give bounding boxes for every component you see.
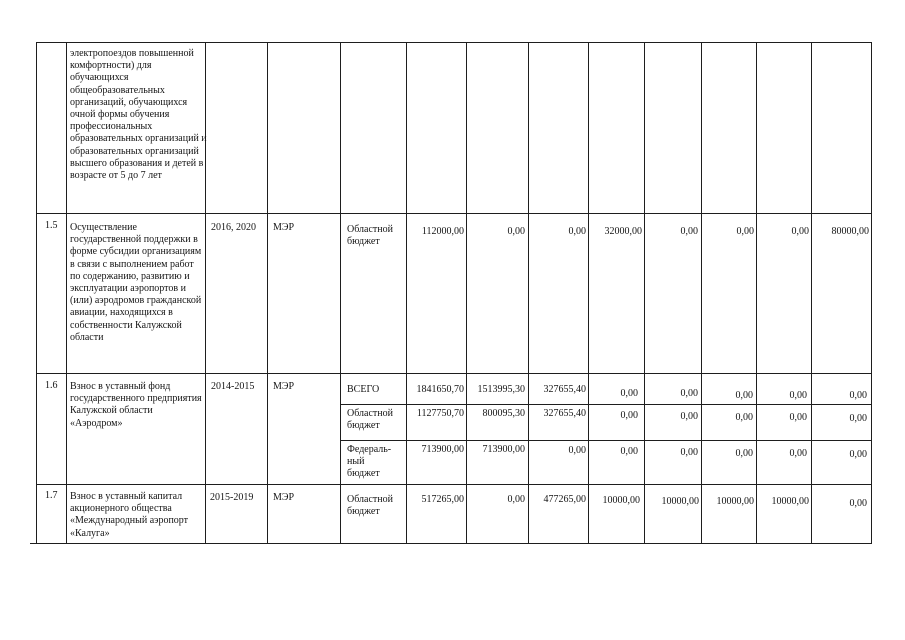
column-divider	[528, 42, 529, 543]
amount-cell: 10000,00	[771, 496, 809, 507]
subrow-divider	[340, 404, 872, 405]
funding-source: Областной бюджет	[347, 494, 394, 518]
amount-cell: 0,00	[791, 226, 809, 237]
amount-cell: 32000,00	[604, 226, 642, 237]
row-divider	[36, 373, 872, 374]
amount-cell: 0,00	[736, 226, 754, 237]
amount-cell: 0,00	[620, 446, 638, 457]
item-name: Осуществление государственной поддержки в форме субсидии организациям в связи с выполнением работ по содержанию, развитию и эксплуатации аэропортов и (или) аэродромов гражданской авиации, находящихся в собственности Калужской области	[70, 222, 202, 343]
amount-cell: 517265,00	[421, 494, 464, 505]
amount-cell: 0,00	[849, 390, 867, 401]
amount-cell: 1127750,70	[416, 408, 464, 419]
amount-cell: 477265,00	[543, 494, 586, 505]
row-divider	[36, 484, 872, 485]
amount-cell: 0,00	[849, 498, 867, 509]
item-executor: МЭР	[273, 492, 295, 503]
column-divider	[466, 42, 467, 543]
item-name: Взнос в уставный фонд государственного предприятия Калужской области «Аэродром»	[70, 381, 202, 429]
table-right-border	[871, 42, 872, 543]
table-bottom-border	[30, 543, 872, 544]
amount-cell: 0,00	[789, 412, 807, 423]
funding-source: ВСЕГО	[347, 384, 380, 395]
subrow-divider	[340, 440, 872, 441]
item-number: 1.7	[45, 490, 58, 501]
amount-cell: 0,00	[568, 226, 586, 237]
column-divider	[756, 42, 757, 543]
amount-cell: 0,00	[849, 413, 867, 424]
column-divider	[267, 42, 268, 543]
amount-cell: 80000,00	[831, 226, 869, 237]
table-top-border	[36, 42, 872, 43]
item-executor: МЭР	[273, 381, 295, 392]
amount-cell: 0,00	[568, 445, 586, 456]
amount-cell: 1513995,30	[477, 384, 525, 395]
amount-cell: 10000,00	[716, 496, 754, 507]
item-number: 1.5	[45, 220, 58, 231]
amount-cell: 10000,00	[661, 496, 699, 507]
amount-cell: 0,00	[789, 448, 807, 459]
item-executor: МЭР	[273, 222, 295, 233]
column-divider	[644, 42, 645, 543]
amount-cell: 0,00	[789, 390, 807, 401]
item-period: 2014-2015	[211, 381, 255, 392]
funding-source: Областной бюджет	[347, 408, 394, 432]
amount-cell: 713900,00	[482, 444, 525, 455]
amount-cell: 0,00	[849, 449, 867, 460]
amount-cell: 0,00	[620, 410, 638, 421]
amount-cell: 0,00	[680, 411, 698, 422]
amount-cell: 327655,40	[543, 408, 586, 419]
amount-cell: 0,00	[620, 388, 638, 399]
amount-cell: 0,00	[680, 388, 698, 399]
amount-cell: 327655,40	[543, 384, 586, 395]
amount-cell: 0,00	[680, 226, 698, 237]
amount-cell: 112000,00	[421, 226, 464, 237]
amount-cell: 800095,30	[482, 408, 525, 419]
funding-source: Областной бюджет	[347, 224, 394, 248]
amount-cell: 0,00	[507, 494, 525, 505]
amount-cell: 0,00	[735, 448, 753, 459]
amount-cell: 0,00	[735, 390, 753, 401]
column-divider	[701, 42, 702, 543]
amount-cell: 0,00	[507, 226, 525, 237]
amount-cell: 0,00	[735, 412, 753, 423]
amount-cell: 1841650,70	[416, 384, 464, 395]
item-name: электропоездов повышенной комфортности) для обучающихся общеобразовательных организаций, обучающихся очной формы обучения профессиональных образовательных организаций и образовательных организаций высшего образования и детей в возрасте от 5 до 7 лет	[70, 48, 207, 182]
funding-source: Федераль-ный бюджет	[347, 444, 392, 480]
item-period: 2015-2019	[210, 492, 254, 503]
column-divider	[588, 42, 589, 543]
item-period: 2016, 2020	[211, 222, 256, 233]
column-divider	[811, 42, 812, 543]
item-number: 1.6	[45, 380, 58, 391]
amount-cell: 713900,00	[421, 444, 464, 455]
item-name: Взнос в уставный капитал акционерного общества «Международный аэропорт «Калуга»	[70, 491, 189, 539]
row-divider	[36, 213, 872, 214]
column-divider	[340, 42, 341, 543]
column-divider	[66, 42, 67, 543]
amount-cell: 0,00	[680, 447, 698, 458]
amount-cell: 10000,00	[602, 495, 640, 506]
table-left-border	[36, 42, 37, 543]
column-divider	[406, 42, 407, 543]
